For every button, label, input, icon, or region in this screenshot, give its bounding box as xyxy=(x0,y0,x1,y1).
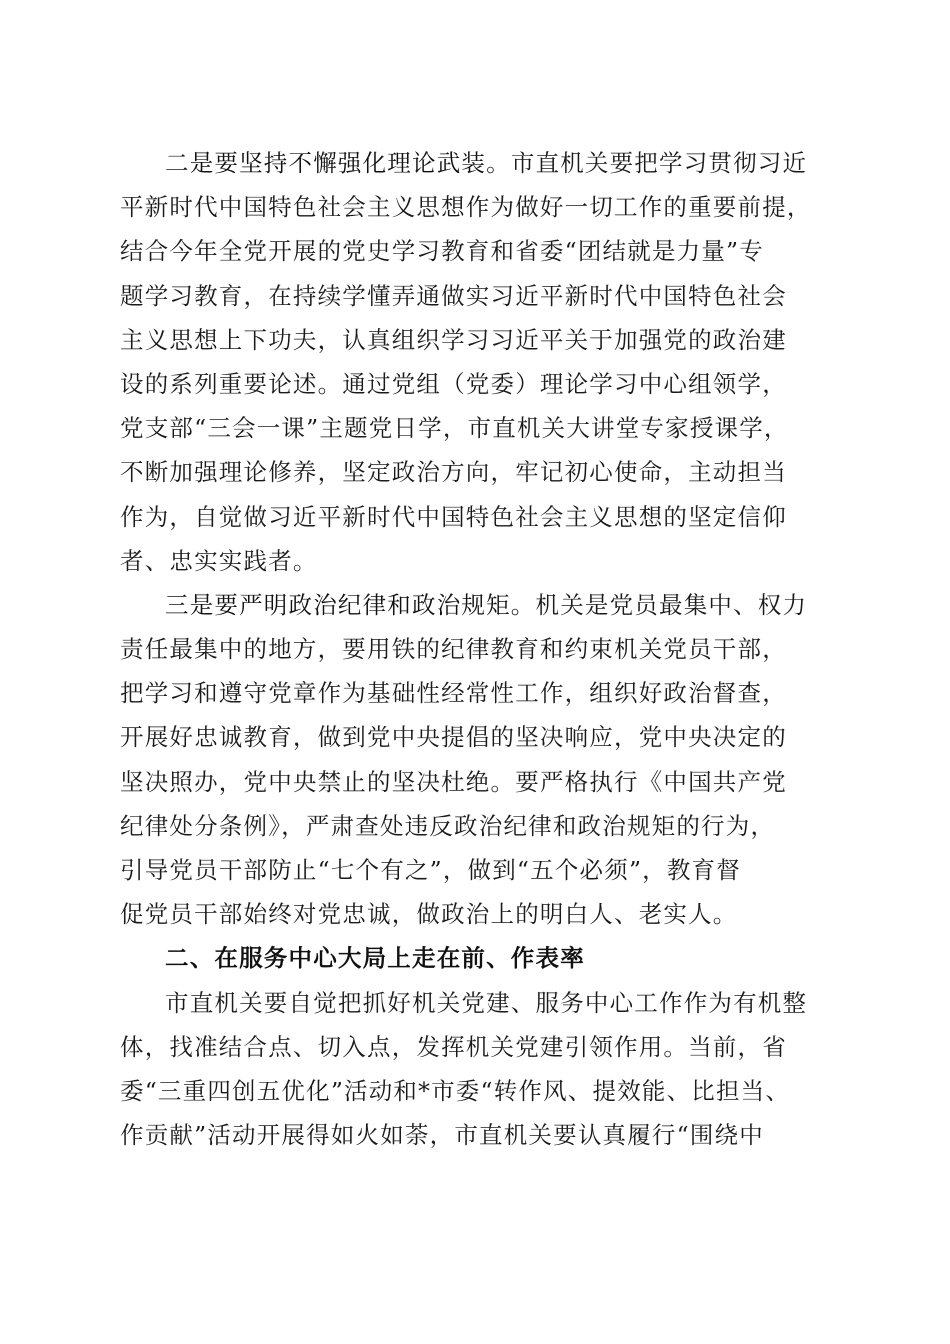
text-line: 开展好忠诚教育，做到党中央提倡的坚决响应，党中央决定的 xyxy=(120,723,787,752)
paragraph-theory-study xyxy=(120,144,840,586)
section-heading: 二、在服务中心大局上走在前、作表率 xyxy=(165,944,585,973)
text-line: 设的系列重要论述。通过党组（党委）理论学习中心组领学， xyxy=(120,369,787,398)
text-line: 结合今年全党开展的党史学习教育和省委“团结就是力量”专 xyxy=(120,237,764,266)
text-line: 委“三重四创五优化”活动和*市委“转作风、提效能、比担当、 xyxy=(120,1076,791,1105)
paragraph-lead: 二是要坚持不懈强化理论武装。 xyxy=(165,149,511,177)
text-line: 责任最集中的地方，要用铁的纪律教育和约束机关党员干部， xyxy=(120,635,787,664)
text-line: 平新时代中国特色社会主义思想作为做好一切工作的重要前提， xyxy=(120,193,812,222)
text-line: 体，找准结合点、切入点，发挥机关党建引领作用。当前，省 xyxy=(120,1032,787,1061)
text-line: 纪律处分条例》，严肃查处违反政治纪律和政治规矩的行为， xyxy=(120,811,776,840)
text-line: 主义思想上下功夫，认真组织学习习近平关于加强党的政治建 xyxy=(120,325,787,354)
text-line: 不断加强理论修养，坚定政治方向，牢记初心使命，主动担当 xyxy=(120,458,787,487)
paragraph-political-discipline xyxy=(120,586,840,940)
text-line: 机关是党员最集中、权力 xyxy=(535,590,808,619)
paragraph-serve-center xyxy=(120,984,840,1161)
text-line: 市直机关要自觉把抓好机关党建、服务中心工作作为有机整 xyxy=(165,988,808,1017)
text-line: 市直机关要把学习贯彻习近 xyxy=(510,149,808,177)
paragraph-lead: 三是要严明政治纪律和政治规矩。 xyxy=(165,590,536,619)
paragraph-first-line xyxy=(120,586,840,630)
text-line: 引导党员干部防止“七个有之”，做到“五个必须”，教育督 xyxy=(120,856,741,884)
text-line: 把学习和遵守党章作为基础性经常性工作，组织好政治督查， xyxy=(120,679,787,708)
text-line: 坚决照办，党中央禁止的坚决杜绝。要严格执行《中国共产党 xyxy=(120,767,787,796)
text-line: 促党员干部始终对党忠诚，做政治上的明白人、老实人。 xyxy=(120,900,738,929)
document-body xyxy=(120,144,840,1160)
text-line: 者、忠实实践者。 xyxy=(120,546,318,575)
text-line: 党支部“三会一课”主题党日学，市直机关大讲堂专家授课学， xyxy=(120,414,789,443)
text-line: 作贡献”活动开展得如火如荼，市直机关要认真履行“围绕中 xyxy=(120,1121,764,1150)
paragraph-first-line xyxy=(120,144,840,188)
text-line: 作为，自觉做习近平新时代中国特色社会主义思想的坚定信仰 xyxy=(120,502,787,531)
text-line: 题学习教育，在持续学懂弄通做实习近平新时代中国特色社会 xyxy=(120,281,787,310)
